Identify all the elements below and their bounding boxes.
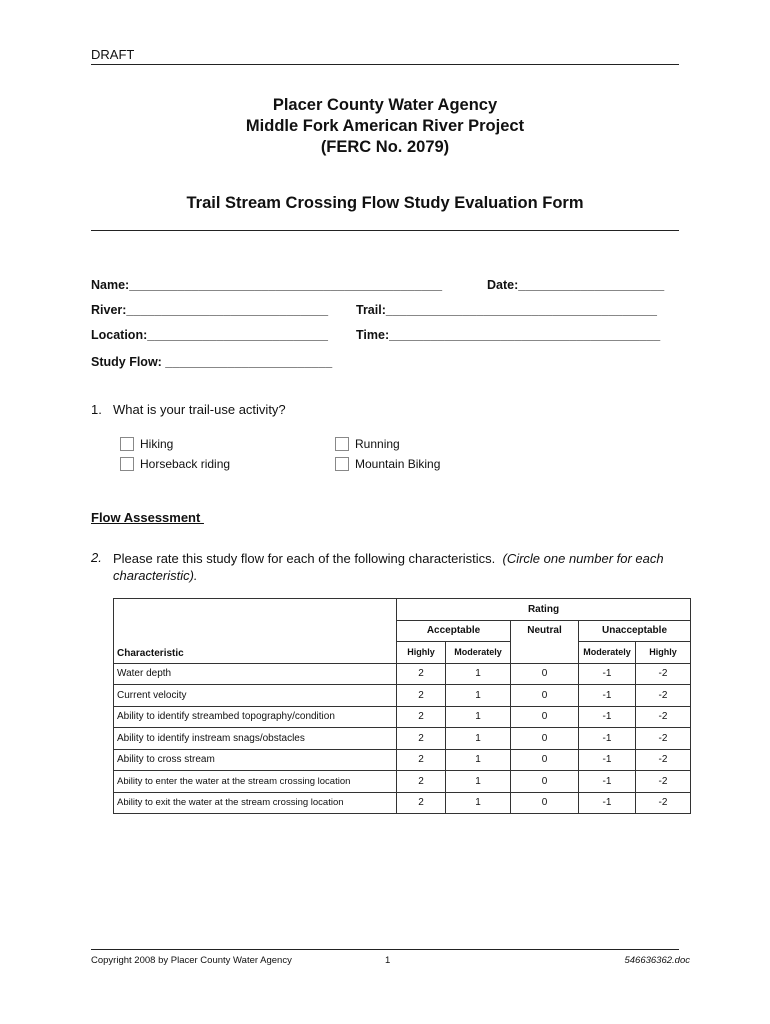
study-flow-field[interactable]: Study Flow: ________________________ [91,355,333,369]
rating-cell[interactable]: 0 [511,749,579,771]
rating-cell[interactable]: 2 [397,663,446,685]
rating-cell[interactable]: 1 [446,728,511,750]
question2-number: 2. [91,550,102,565]
table-row [114,728,691,750]
agency-title: Placer County Water Agency [272,96,498,114]
time-field[interactable]: Time:_______________________________________ [356,328,661,342]
table-row [114,749,691,771]
rating-cell[interactable]: 2 [397,728,446,750]
rating-cell[interactable]: -1 [579,749,636,771]
ferc-number: (FERC No. 2079) [320,138,450,156]
rating-cell[interactable]: -2 [636,728,691,750]
project-title: Middle Fork American River Project [245,117,525,135]
mountain-biking-checkbox[interactable] [335,457,349,471]
date-field[interactable]: Date:_____________________ [487,278,665,292]
question2-text: Please rate this study flow for each of the following characteristics. [113,551,496,566]
rating-cell[interactable]: 1 [446,792,511,814]
rating-cell[interactable]: -1 [579,728,636,750]
running-label: Running [355,437,400,451]
footer-rule [91,949,679,950]
rating-cell[interactable]: 1 [446,663,511,685]
trail-field[interactable]: Trail:_______________________________________ [356,303,657,317]
rating-cell[interactable]: 1 [446,771,511,793]
horseback-checkbox[interactable] [120,457,134,471]
rating-cell[interactable]: -1 [579,792,636,814]
row-label: Ability to identify instream snags/obstacles [114,728,397,750]
rating-table [113,598,691,814]
rating-cell[interactable]: 2 [397,685,446,707]
rating-cell[interactable]: -2 [636,749,691,771]
rating-cell[interactable]: 2 [397,749,446,771]
rating-cell[interactable]: 1 [446,749,511,771]
rating-cell[interactable]: 2 [397,771,446,793]
rating-cell[interactable]: 0 [511,728,579,750]
hiking-label: Hiking [140,437,174,451]
neutral-header: Neutral [511,620,579,663]
rating-cell[interactable]: -2 [636,771,691,793]
question1-number: 1. [91,402,102,417]
question2-block [113,550,679,584]
question2-note: (Circle one number for each characteristic). [113,551,664,583]
acceptable-header: Acceptable [397,620,511,642]
mountain-biking-label: Mountain Biking [355,457,441,471]
rating-cell[interactable]: -1 [579,663,636,685]
rating-cell[interactable]: 0 [511,792,579,814]
row-label: Ability to exit the water at the stream crossing location [114,792,397,814]
rating-cell[interactable]: -1 [579,706,636,728]
rating-cell[interactable]: 2 [397,792,446,814]
header-rule [91,64,679,65]
form-title: Trail Stream Crossing Flow Study Evaluation Form [186,194,584,212]
acceptable-moderately-header: Moderately [446,642,511,664]
river-field[interactable]: River:_____________________________ [91,303,329,317]
table-row [114,685,691,707]
row-label: Current velocity [114,685,397,707]
rating-cell[interactable]: 0 [511,663,579,685]
row-label: Ability to cross stream [114,749,397,771]
rating-cell[interactable]: -1 [579,771,636,793]
location-field[interactable]: Location:__________________________ [91,328,328,342]
running-checkbox[interactable] [335,437,349,451]
unacceptable-moderately-header: Moderately [579,642,636,664]
copyright-text: Copyright 2008 by Placer County Water Agency [91,955,292,966]
rating-cell[interactable]: 2 [397,706,446,728]
horseback-label: Horseback riding [140,457,231,471]
table-row [114,706,691,728]
rating-cell[interactable]: -2 [636,792,691,814]
rating-cell[interactable]: -1 [579,685,636,707]
title-rule [91,230,679,231]
row-label: Water depth [114,663,397,685]
rating-cell[interactable]: -2 [636,663,691,685]
rating-cell[interactable]: -2 [636,685,691,707]
rating-cell[interactable]: 0 [511,771,579,793]
doc-filename: 546636362.doc [624,955,690,966]
rating-cell[interactable]: 1 [446,685,511,707]
table-row [114,792,691,814]
unacceptable-header: Unacceptable [579,620,691,642]
acceptable-highly-header: Highly [397,642,446,664]
hiking-checkbox[interactable] [120,437,134,451]
row-label: Ability to identify streambed topography/condition [114,706,397,728]
table-row [114,771,691,793]
rating-cell[interactable]: 1 [446,706,511,728]
name-field[interactable]: Name:_____________________________________________ [91,278,443,292]
characteristic-header: Characteristic [114,599,397,664]
rating-cell[interactable]: 0 [511,685,579,707]
table-row [114,663,691,685]
flow-assessment-heading: Flow Assessment [91,510,204,525]
rating-cell[interactable]: 0 [511,706,579,728]
question1-text: What is your trail-use activity? [113,402,286,417]
rating-header: Rating [397,599,691,621]
page-number: 1 [385,955,391,966]
unacceptable-highly-header: Highly [636,642,691,664]
draft-label: DRAFT [91,47,135,62]
rating-cell[interactable]: -2 [636,706,691,728]
row-label: Ability to enter the water at the stream crossing location [114,771,397,793]
